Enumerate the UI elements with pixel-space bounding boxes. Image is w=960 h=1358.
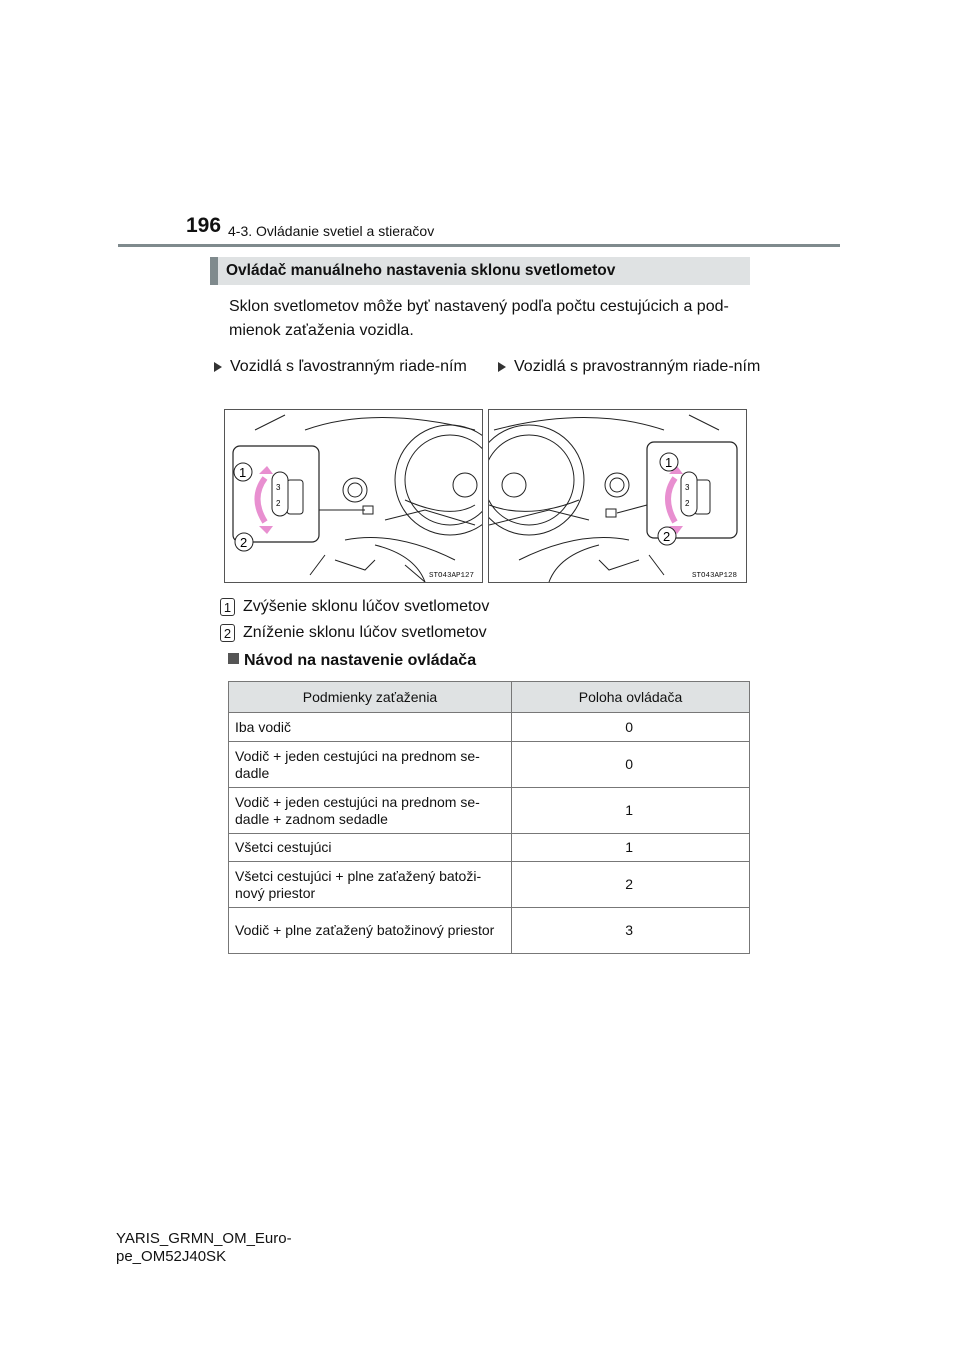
position-cell: 0 xyxy=(512,742,750,788)
dashboard-illustration xyxy=(225,410,482,582)
table-row xyxy=(229,788,750,834)
condition-cell: Všetci cestujúci + plne zaťažený batoži-nový priestor xyxy=(229,862,512,908)
dashboard-illustration xyxy=(489,410,746,582)
legend-number: 2 xyxy=(220,624,235,642)
chapter-title: 4-3. Ovládanie svetiel a stieračov xyxy=(228,223,435,239)
footer-doc-id: YARIS_GRMN_OM_Euro- pe_OM52J40SK xyxy=(116,1230,292,1265)
triangle-bullet-icon xyxy=(498,362,506,372)
condition-cell: Všetci cestujúci xyxy=(229,834,512,862)
page-number: 196 xyxy=(186,214,222,237)
table-row xyxy=(229,713,750,742)
condition-cell: Vodič + plne zaťažený batožinový priestor xyxy=(229,908,512,954)
dial-mark: 3 xyxy=(276,483,281,492)
legend-item xyxy=(220,622,487,644)
figure-left-hand-drive xyxy=(224,409,483,583)
condition-cell: Vodič + jeden cestujúci na prednom se-dadle xyxy=(229,742,512,788)
legend-text: Zníženie sklonu lúčov svetlometov xyxy=(243,624,487,641)
legend-item xyxy=(220,596,489,618)
table-row xyxy=(229,862,750,908)
svg-text:1: 1 xyxy=(239,465,247,480)
section-heading: Ovládač manuálneho nastavenia sklonu svetlometov xyxy=(210,257,750,285)
intro-paragraph: Sklon svetlometov môže byť nastavený podľa počtu cestujúcich a pod-mienok zaťaženia vozidla. xyxy=(229,298,729,339)
square-bullet-icon xyxy=(228,653,239,664)
header-divider xyxy=(118,244,840,247)
position-cell: 2 xyxy=(512,862,750,908)
figure-right-hand-drive xyxy=(488,409,747,583)
dial-mark: 2 xyxy=(276,499,281,508)
condition-cell: Vodič + jeden cestujúci na prednom se-dadle + zadnom sedadle xyxy=(229,788,512,834)
table-row xyxy=(229,908,750,954)
position-cell: 3 xyxy=(512,908,750,954)
adjustment-table xyxy=(228,681,750,954)
adjuster-dial xyxy=(681,472,697,516)
column-header: Podmienky zaťaženia xyxy=(229,682,512,713)
table-header-row xyxy=(229,682,750,713)
legend-text: Zvýšenie sklonu lúčov svetlometov xyxy=(243,598,490,615)
triangle-bullet-icon xyxy=(214,362,222,372)
variant-label: Vozidlá s pravostranným riade-ním xyxy=(514,358,761,375)
svg-text:2: 2 xyxy=(663,529,671,544)
variant-left-hand-drive xyxy=(214,355,480,379)
column-header: Poloha ovládača xyxy=(512,682,750,713)
position-cell: 1 xyxy=(512,788,750,834)
figure-code: STO43AP127 xyxy=(429,572,475,580)
figure-code: STO43AP128 xyxy=(692,572,738,580)
table-row xyxy=(229,834,750,862)
position-cell: 0 xyxy=(512,713,750,742)
condition-cell: Iba vodič xyxy=(229,713,512,742)
adjuster-dial xyxy=(272,472,288,516)
svg-text:2: 2 xyxy=(240,535,248,550)
table-row xyxy=(229,742,750,788)
position-cell: 1 xyxy=(512,834,750,862)
variant-label: Vozidlá s ľavostranným riade-ním xyxy=(230,358,467,375)
legend-number: 1 xyxy=(220,598,235,616)
guide-heading: Návod na nastavenie ovládača xyxy=(228,652,476,670)
dial-mark: 3 xyxy=(685,483,690,492)
dial-housing xyxy=(287,480,303,514)
dial-mark: 2 xyxy=(685,499,690,508)
svg-text:1: 1 xyxy=(665,455,673,470)
variant-right-hand-drive xyxy=(498,355,764,379)
